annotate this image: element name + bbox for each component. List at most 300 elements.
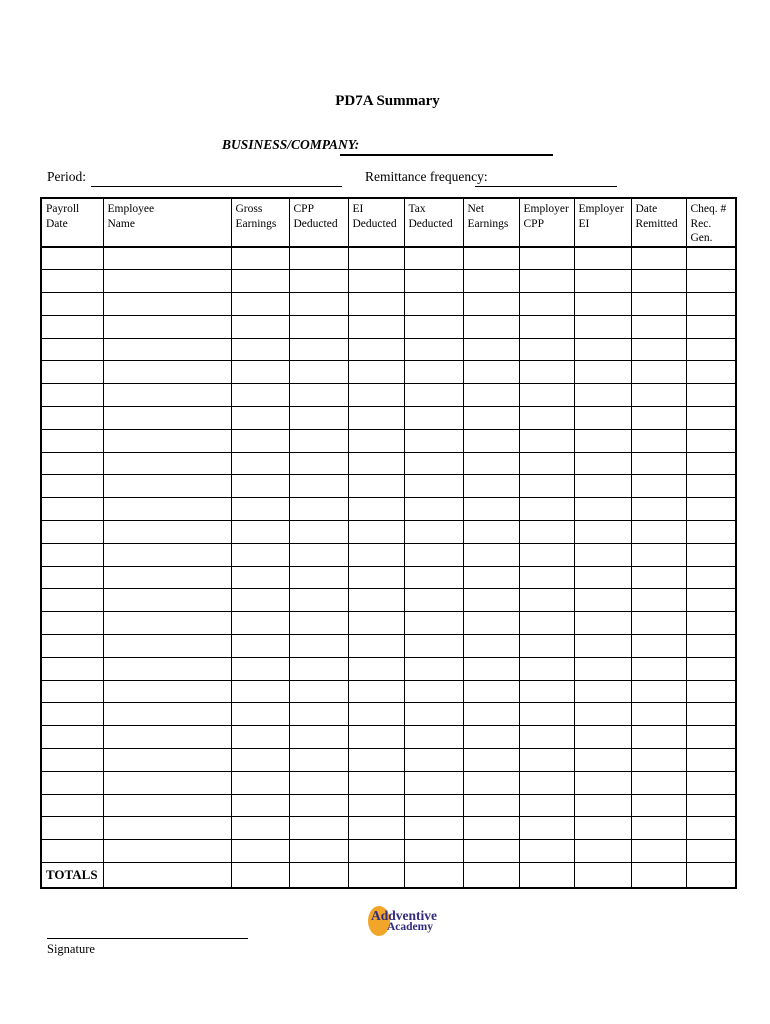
cell-row8-col1[interactable]	[41, 407, 103, 430]
cell-row21-col8[interactable]	[519, 703, 574, 726]
cell-row22-col9[interactable]	[574, 726, 631, 749]
cell-row2-col1[interactable]	[41, 270, 103, 293]
cell-row26-col11[interactable]	[686, 817, 736, 840]
cell-row19-col4[interactable]	[289, 657, 348, 680]
cell-row7-col6[interactable]	[404, 384, 463, 407]
cell-row6-col9[interactable]	[574, 361, 631, 384]
cell-row12-col8[interactable]	[519, 498, 574, 521]
cell-row12-col9[interactable]	[574, 498, 631, 521]
cell-row12-col6[interactable]	[404, 498, 463, 521]
totals-cell-col8[interactable]	[519, 863, 574, 889]
cell-row20-col9[interactable]	[574, 680, 631, 703]
cell-row3-col3[interactable]	[231, 293, 289, 316]
cell-row5-col9[interactable]	[574, 338, 631, 361]
cell-row17-col11[interactable]	[686, 612, 736, 635]
cell-row3-col8[interactable]	[519, 293, 574, 316]
cell-row11-col5[interactable]	[348, 475, 404, 498]
cell-row22-col5[interactable]	[348, 726, 404, 749]
cell-row18-col10[interactable]	[631, 635, 686, 658]
cell-row9-col2[interactable]	[103, 429, 231, 452]
cell-row11-col10[interactable]	[631, 475, 686, 498]
cell-row5-col3[interactable]	[231, 338, 289, 361]
cell-row21-col7[interactable]	[463, 703, 519, 726]
cell-row10-col4[interactable]	[289, 452, 348, 475]
cell-row2-col7[interactable]	[463, 270, 519, 293]
cell-row8-col3[interactable]	[231, 407, 289, 430]
cell-row19-col2[interactable]	[103, 657, 231, 680]
cell-row27-col9[interactable]	[574, 840, 631, 863]
cell-row18-col6[interactable]	[404, 635, 463, 658]
cell-row5-col8[interactable]	[519, 338, 574, 361]
cell-row4-col8[interactable]	[519, 315, 574, 338]
cell-row27-col6[interactable]	[404, 840, 463, 863]
cell-row24-col5[interactable]	[348, 771, 404, 794]
cell-row23-col5[interactable]	[348, 749, 404, 772]
cell-row25-col7[interactable]	[463, 794, 519, 817]
cell-row13-col8[interactable]	[519, 521, 574, 544]
cell-row19-col9[interactable]	[574, 657, 631, 680]
cell-row7-col8[interactable]	[519, 384, 574, 407]
cell-row19-col1[interactable]	[41, 657, 103, 680]
cell-row8-col6[interactable]	[404, 407, 463, 430]
cell-row11-col7[interactable]	[463, 475, 519, 498]
cell-row2-col4[interactable]	[289, 270, 348, 293]
cell-row12-col1[interactable]	[41, 498, 103, 521]
cell-row27-col1[interactable]	[41, 840, 103, 863]
cell-row1-col8[interactable]	[519, 247, 574, 270]
cell-row10-col5[interactable]	[348, 452, 404, 475]
cell-row2-col8[interactable]	[519, 270, 574, 293]
cell-row7-col4[interactable]	[289, 384, 348, 407]
cell-row19-col8[interactable]	[519, 657, 574, 680]
cell-row24-col7[interactable]	[463, 771, 519, 794]
cell-row20-col6[interactable]	[404, 680, 463, 703]
cell-row17-col1[interactable]	[41, 612, 103, 635]
cell-row23-col4[interactable]	[289, 749, 348, 772]
cell-row23-col9[interactable]	[574, 749, 631, 772]
cell-row15-col3[interactable]	[231, 566, 289, 589]
cell-row22-col10[interactable]	[631, 726, 686, 749]
cell-row24-col9[interactable]	[574, 771, 631, 794]
cell-row14-col11[interactable]	[686, 543, 736, 566]
cell-row19-col5[interactable]	[348, 657, 404, 680]
cell-row8-col4[interactable]	[289, 407, 348, 430]
cell-row26-col8[interactable]	[519, 817, 574, 840]
totals-cell-col9[interactable]	[574, 863, 631, 889]
cell-row17-col10[interactable]	[631, 612, 686, 635]
cell-row21-col2[interactable]	[103, 703, 231, 726]
cell-row22-col4[interactable]	[289, 726, 348, 749]
cell-row21-col4[interactable]	[289, 703, 348, 726]
cell-row21-col6[interactable]	[404, 703, 463, 726]
cell-row5-col6[interactable]	[404, 338, 463, 361]
cell-row8-col7[interactable]	[463, 407, 519, 430]
cell-row5-col1[interactable]	[41, 338, 103, 361]
cell-row13-col1[interactable]	[41, 521, 103, 544]
cell-row4-col10[interactable]	[631, 315, 686, 338]
cell-row7-col11[interactable]	[686, 384, 736, 407]
cell-row15-col10[interactable]	[631, 566, 686, 589]
cell-row25-col9[interactable]	[574, 794, 631, 817]
cell-row8-col11[interactable]	[686, 407, 736, 430]
cell-row26-col6[interactable]	[404, 817, 463, 840]
totals-cell-col2[interactable]	[103, 863, 231, 889]
cell-row17-col3[interactable]	[231, 612, 289, 635]
cell-row25-col6[interactable]	[404, 794, 463, 817]
cell-row18-col4[interactable]	[289, 635, 348, 658]
cell-row9-col7[interactable]	[463, 429, 519, 452]
cell-row3-col2[interactable]	[103, 293, 231, 316]
cell-row10-col6[interactable]	[404, 452, 463, 475]
cell-row10-col2[interactable]	[103, 452, 231, 475]
cell-row14-col5[interactable]	[348, 543, 404, 566]
cell-row21-col11[interactable]	[686, 703, 736, 726]
cell-row25-col10[interactable]	[631, 794, 686, 817]
cell-row1-col5[interactable]	[348, 247, 404, 270]
cell-row17-col5[interactable]	[348, 612, 404, 635]
cell-row7-col9[interactable]	[574, 384, 631, 407]
cell-row7-col1[interactable]	[41, 384, 103, 407]
cell-row8-col8[interactable]	[519, 407, 574, 430]
cell-row24-col2[interactable]	[103, 771, 231, 794]
cell-row6-col5[interactable]	[348, 361, 404, 384]
cell-row6-col11[interactable]	[686, 361, 736, 384]
cell-row11-col3[interactable]	[231, 475, 289, 498]
cell-row23-col6[interactable]	[404, 749, 463, 772]
signature-field[interactable]	[47, 923, 248, 939]
cell-row26-col9[interactable]	[574, 817, 631, 840]
cell-row27-col10[interactable]	[631, 840, 686, 863]
cell-row13-col11[interactable]	[686, 521, 736, 544]
cell-row15-col4[interactable]	[289, 566, 348, 589]
cell-row26-col10[interactable]	[631, 817, 686, 840]
cell-row26-col5[interactable]	[348, 817, 404, 840]
cell-row2-col3[interactable]	[231, 270, 289, 293]
cell-row9-col8[interactable]	[519, 429, 574, 452]
cell-row9-col6[interactable]	[404, 429, 463, 452]
cell-row27-col7[interactable]	[463, 840, 519, 863]
cell-row15-col6[interactable]	[404, 566, 463, 589]
cell-row11-col1[interactable]	[41, 475, 103, 498]
cell-row21-col10[interactable]	[631, 703, 686, 726]
cell-row22-col11[interactable]	[686, 726, 736, 749]
cell-row12-col11[interactable]	[686, 498, 736, 521]
cell-row26-col7[interactable]	[463, 817, 519, 840]
cell-row12-col7[interactable]	[463, 498, 519, 521]
cell-row23-col10[interactable]	[631, 749, 686, 772]
cell-row10-col3[interactable]	[231, 452, 289, 475]
cell-row8-col5[interactable]	[348, 407, 404, 430]
cell-row4-col7[interactable]	[463, 315, 519, 338]
cell-row19-col11[interactable]	[686, 657, 736, 680]
cell-row4-col3[interactable]	[231, 315, 289, 338]
cell-row13-col7[interactable]	[463, 521, 519, 544]
cell-row4-col11[interactable]	[686, 315, 736, 338]
cell-row16-col7[interactable]	[463, 589, 519, 612]
cell-row15-col11[interactable]	[686, 566, 736, 589]
cell-row14-col1[interactable]	[41, 543, 103, 566]
totals-cell-col6[interactable]	[404, 863, 463, 889]
cell-row17-col4[interactable]	[289, 612, 348, 635]
cell-row7-col5[interactable]	[348, 384, 404, 407]
cell-row22-col7[interactable]	[463, 726, 519, 749]
cell-row18-col1[interactable]	[41, 635, 103, 658]
cell-row3-col5[interactable]	[348, 293, 404, 316]
cell-row24-col6[interactable]	[404, 771, 463, 794]
cell-row26-col2[interactable]	[103, 817, 231, 840]
cell-row17-col6[interactable]	[404, 612, 463, 635]
cell-row13-col3[interactable]	[231, 521, 289, 544]
cell-row15-col5[interactable]	[348, 566, 404, 589]
cell-row11-col9[interactable]	[574, 475, 631, 498]
cell-row16-col2[interactable]	[103, 589, 231, 612]
cell-row3-col9[interactable]	[574, 293, 631, 316]
totals-cell-col11[interactable]	[686, 863, 736, 889]
cell-row16-col9[interactable]	[574, 589, 631, 612]
cell-row14-col2[interactable]	[103, 543, 231, 566]
cell-row11-col6[interactable]	[404, 475, 463, 498]
cell-row8-col9[interactable]	[574, 407, 631, 430]
cell-row10-col7[interactable]	[463, 452, 519, 475]
cell-row15-col2[interactable]	[103, 566, 231, 589]
cell-row7-col10[interactable]	[631, 384, 686, 407]
cell-row10-col9[interactable]	[574, 452, 631, 475]
cell-row13-col6[interactable]	[404, 521, 463, 544]
cell-row3-col10[interactable]	[631, 293, 686, 316]
cell-row15-col8[interactable]	[519, 566, 574, 589]
cell-row6-col7[interactable]	[463, 361, 519, 384]
cell-row23-col3[interactable]	[231, 749, 289, 772]
cell-row14-col7[interactable]	[463, 543, 519, 566]
cell-row25-col4[interactable]	[289, 794, 348, 817]
cell-row15-col9[interactable]	[574, 566, 631, 589]
cell-row3-col6[interactable]	[404, 293, 463, 316]
cell-row1-col4[interactable]	[289, 247, 348, 270]
cell-row9-col9[interactable]	[574, 429, 631, 452]
cell-row15-col1[interactable]	[41, 566, 103, 589]
cell-row17-col8[interactable]	[519, 612, 574, 635]
cell-row4-col2[interactable]	[103, 315, 231, 338]
cell-row4-col1[interactable]	[41, 315, 103, 338]
cell-row27-col11[interactable]	[686, 840, 736, 863]
cell-row22-col8[interactable]	[519, 726, 574, 749]
cell-row3-col1[interactable]	[41, 293, 103, 316]
cell-row23-col7[interactable]	[463, 749, 519, 772]
cell-row24-col4[interactable]	[289, 771, 348, 794]
cell-row18-col5[interactable]	[348, 635, 404, 658]
cell-row10-col10[interactable]	[631, 452, 686, 475]
cell-row4-col5[interactable]	[348, 315, 404, 338]
cell-row5-col11[interactable]	[686, 338, 736, 361]
cell-row18-col2[interactable]	[103, 635, 231, 658]
cell-row6-col10[interactable]	[631, 361, 686, 384]
cell-row14-col10[interactable]	[631, 543, 686, 566]
cell-row20-col3[interactable]	[231, 680, 289, 703]
cell-row18-col9[interactable]	[574, 635, 631, 658]
totals-cell-col10[interactable]	[631, 863, 686, 889]
cell-row6-col3[interactable]	[231, 361, 289, 384]
cell-row19-col7[interactable]	[463, 657, 519, 680]
cell-row17-col2[interactable]	[103, 612, 231, 635]
cell-row12-col4[interactable]	[289, 498, 348, 521]
cell-row12-col3[interactable]	[231, 498, 289, 521]
cell-row20-col5[interactable]	[348, 680, 404, 703]
cell-row23-col8[interactable]	[519, 749, 574, 772]
cell-row1-col6[interactable]	[404, 247, 463, 270]
cell-row1-col2[interactable]	[103, 247, 231, 270]
cell-row25-col3[interactable]	[231, 794, 289, 817]
cell-row22-col6[interactable]	[404, 726, 463, 749]
cell-row16-col4[interactable]	[289, 589, 348, 612]
cell-row3-col7[interactable]	[463, 293, 519, 316]
cell-row27-col4[interactable]	[289, 840, 348, 863]
cell-row6-col2[interactable]	[103, 361, 231, 384]
cell-row25-col1[interactable]	[41, 794, 103, 817]
cell-row2-col2[interactable]	[103, 270, 231, 293]
cell-row13-col10[interactable]	[631, 521, 686, 544]
cell-row27-col8[interactable]	[519, 840, 574, 863]
cell-row13-col4[interactable]	[289, 521, 348, 544]
cell-row5-col10[interactable]	[631, 338, 686, 361]
cell-row1-col1[interactable]	[41, 247, 103, 270]
cell-row14-col6[interactable]	[404, 543, 463, 566]
cell-row1-col3[interactable]	[231, 247, 289, 270]
totals-cell-col5[interactable]	[348, 863, 404, 889]
cell-row24-col11[interactable]	[686, 771, 736, 794]
cell-row13-col5[interactable]	[348, 521, 404, 544]
cell-row18-col11[interactable]	[686, 635, 736, 658]
cell-row20-col11[interactable]	[686, 680, 736, 703]
cell-row9-col10[interactable]	[631, 429, 686, 452]
cell-row24-col10[interactable]	[631, 771, 686, 794]
cell-row3-col4[interactable]	[289, 293, 348, 316]
cell-row6-col1[interactable]	[41, 361, 103, 384]
cell-row8-col10[interactable]	[631, 407, 686, 430]
cell-row1-col11[interactable]	[686, 247, 736, 270]
cell-row21-col1[interactable]	[41, 703, 103, 726]
cell-row2-col10[interactable]	[631, 270, 686, 293]
totals-cell-col4[interactable]	[289, 863, 348, 889]
cell-row25-col11[interactable]	[686, 794, 736, 817]
cell-row19-col10[interactable]	[631, 657, 686, 680]
cell-row3-col11[interactable]	[686, 293, 736, 316]
cell-row24-col3[interactable]	[231, 771, 289, 794]
cell-row7-col3[interactable]	[231, 384, 289, 407]
cell-row25-col5[interactable]	[348, 794, 404, 817]
cell-row21-col5[interactable]	[348, 703, 404, 726]
cell-row16-col10[interactable]	[631, 589, 686, 612]
cell-row22-col3[interactable]	[231, 726, 289, 749]
cell-row26-col1[interactable]	[41, 817, 103, 840]
cell-row11-col11[interactable]	[686, 475, 736, 498]
cell-row11-col2[interactable]	[103, 475, 231, 498]
cell-row4-col4[interactable]	[289, 315, 348, 338]
cell-row19-col6[interactable]	[404, 657, 463, 680]
cell-row12-col10[interactable]	[631, 498, 686, 521]
cell-row20-col2[interactable]	[103, 680, 231, 703]
cell-row27-col3[interactable]	[231, 840, 289, 863]
cell-row23-col11[interactable]	[686, 749, 736, 772]
cell-row26-col3[interactable]	[231, 817, 289, 840]
cell-row22-col1[interactable]	[41, 726, 103, 749]
cell-row2-col5[interactable]	[348, 270, 404, 293]
cell-row16-col6[interactable]	[404, 589, 463, 612]
cell-row1-col7[interactable]	[463, 247, 519, 270]
cell-row1-col9[interactable]	[574, 247, 631, 270]
cell-row24-col1[interactable]	[41, 771, 103, 794]
cell-row9-col3[interactable]	[231, 429, 289, 452]
cell-row20-col4[interactable]	[289, 680, 348, 703]
cell-row9-col5[interactable]	[348, 429, 404, 452]
cell-row18-col7[interactable]	[463, 635, 519, 658]
cell-row2-col11[interactable]	[686, 270, 736, 293]
cell-row16-col1[interactable]	[41, 589, 103, 612]
cell-row14-col8[interactable]	[519, 543, 574, 566]
cell-row20-col7[interactable]	[463, 680, 519, 703]
cell-row24-col8[interactable]	[519, 771, 574, 794]
cell-row18-col8[interactable]	[519, 635, 574, 658]
cell-row20-col8[interactable]	[519, 680, 574, 703]
cell-row19-col3[interactable]	[231, 657, 289, 680]
cell-row11-col8[interactable]	[519, 475, 574, 498]
cell-row7-col7[interactable]	[463, 384, 519, 407]
cell-row16-col8[interactable]	[519, 589, 574, 612]
cell-row9-col1[interactable]	[41, 429, 103, 452]
cell-row17-col7[interactable]	[463, 612, 519, 635]
period-field[interactable]	[91, 171, 342, 187]
cell-row16-col5[interactable]	[348, 589, 404, 612]
cell-row4-col9[interactable]	[574, 315, 631, 338]
cell-row10-col1[interactable]	[41, 452, 103, 475]
remittance-frequency-field[interactable]	[475, 171, 617, 187]
cell-row2-col9[interactable]	[574, 270, 631, 293]
cell-row5-col2[interactable]	[103, 338, 231, 361]
totals-cell-col3[interactable]	[231, 863, 289, 889]
cell-row27-col5[interactable]	[348, 840, 404, 863]
cell-row5-col5[interactable]	[348, 338, 404, 361]
cell-row20-col1[interactable]	[41, 680, 103, 703]
cell-row25-col2[interactable]	[103, 794, 231, 817]
cell-row14-col9[interactable]	[574, 543, 631, 566]
cell-row21-col9[interactable]	[574, 703, 631, 726]
cell-row16-col11[interactable]	[686, 589, 736, 612]
cell-row9-col4[interactable]	[289, 429, 348, 452]
cell-row27-col2[interactable]	[103, 840, 231, 863]
cell-row1-col10[interactable]	[631, 247, 686, 270]
cell-row14-col4[interactable]	[289, 543, 348, 566]
cell-row16-col3[interactable]	[231, 589, 289, 612]
cell-row6-col4[interactable]	[289, 361, 348, 384]
cell-row23-col2[interactable]	[103, 749, 231, 772]
cell-row8-col2[interactable]	[103, 407, 231, 430]
cell-row12-col2[interactable]	[103, 498, 231, 521]
cell-row10-col8[interactable]	[519, 452, 574, 475]
cell-row17-col9[interactable]	[574, 612, 631, 635]
cell-row22-col2[interactable]	[103, 726, 231, 749]
cell-row5-col4[interactable]	[289, 338, 348, 361]
totals-cell-col7[interactable]	[463, 863, 519, 889]
cell-row18-col3[interactable]	[231, 635, 289, 658]
cell-row15-col7[interactable]	[463, 566, 519, 589]
cell-row6-col6[interactable]	[404, 361, 463, 384]
cell-row13-col9[interactable]	[574, 521, 631, 544]
cell-row14-col3[interactable]	[231, 543, 289, 566]
cell-row7-col2[interactable]	[103, 384, 231, 407]
business-company-field[interactable]	[340, 139, 553, 156]
cell-row25-col8[interactable]	[519, 794, 574, 817]
cell-row20-col10[interactable]	[631, 680, 686, 703]
cell-row26-col4[interactable]	[289, 817, 348, 840]
